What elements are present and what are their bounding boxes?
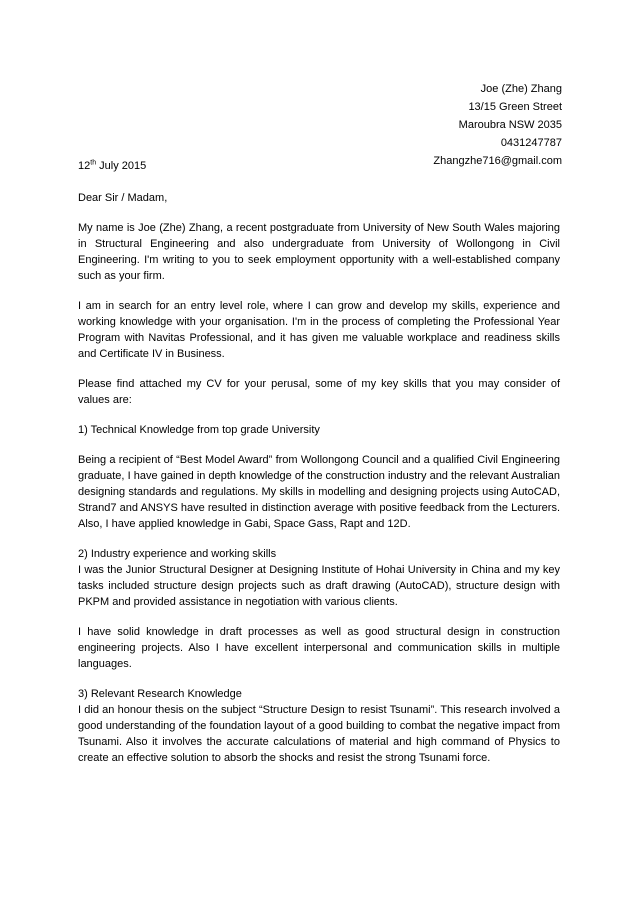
attached-paragraph: Please find attached my CV for your perusal, some of my key skills that you may consider of values are:: [78, 378, 560, 406]
section-body-industry: I was the Junior Structural Designer at Designing Institute of Hohai University in China and my key tasks included structure design projects such as draft drawing (AutoCAD), structure design with PKPM and provided assistance in negotiation with various clients.: [78, 564, 560, 608]
sender-phone: 0431247787: [500, 137, 562, 149]
sender-name: Joe (Zhe) Zhang: [480, 83, 562, 95]
section-heading-technical: 1) Technical Knowledge from top grade University: [78, 424, 320, 436]
search-paragraph: I am in search for an entry level role, where I can grow and develop my skills, experience and working knowledge with your organisation. I'm in the process of completing the Professional Year Program with Navitas Professional, and it has given me valuable workplace and readiness skills and Certificate IV in Business.: [78, 300, 560, 360]
intro-paragraph: My name is Joe (Zhe) Zhang, a recent postgraduate from University of New South Wales majoring in Structural Engineering and also undergraduate from University of Wollongong in Civil Engineering. I'm writing to you to seek employment opportunity with a well-established company such as your firm.: [78, 222, 560, 282]
sender-street: 13/15 Green Street: [468, 101, 562, 113]
section-body-research: I did an honour thesis on the subject “Structure Design to resist Tsunami”. This research involved a good understanding of the foundation layout of a good building to combat the negative impact from Tsunami. Also it involves the accurate calculations of material and high command of Physics to create an effective solution to absorb the shocks and resist the strong Tsunami force.: [78, 704, 560, 764]
date-suffix: th: [90, 159, 97, 167]
date-rest: July 2015: [96, 160, 147, 172]
section-body-technical: Being a recipient of “Best Model Award” from Wollongong Council and a qualified Civil Engineering graduate, I have gained in depth knowledge of the construction industry and the relevant Australian designing standards and regulations. My skills in modelling and designing projects using AutoCAD, Strand7 and ANSYS have resulted in distinction average with positive feedback from the Lecturers. Also, I have applied knowledge in Gabi, Space Gass, Rapt and 12D.: [78, 454, 560, 530]
sender-suburb: Maroubra NSW 2035: [458, 119, 562, 131]
section-body-industry-2: I have solid knowledge in draft processes as well as good structural design in construction engineering projects. Also I have excellent interpersonal and communication skills in multiple languages.: [78, 626, 560, 670]
letter-body: [78, 158, 560, 780]
section-heading-research: 3) Relevant Research Knowledge: [78, 688, 242, 700]
section-heading-industry: 2) Industry experience and working skills: [78, 548, 277, 560]
sender-address-block: [433, 80, 562, 170]
sender-email: Zhangzhe716@gmail.com: [433, 155, 562, 167]
letter-date: [78, 158, 560, 176]
salutation: Dear Sir / Madam,: [78, 192, 168, 204]
date-day: 12: [78, 160, 91, 172]
